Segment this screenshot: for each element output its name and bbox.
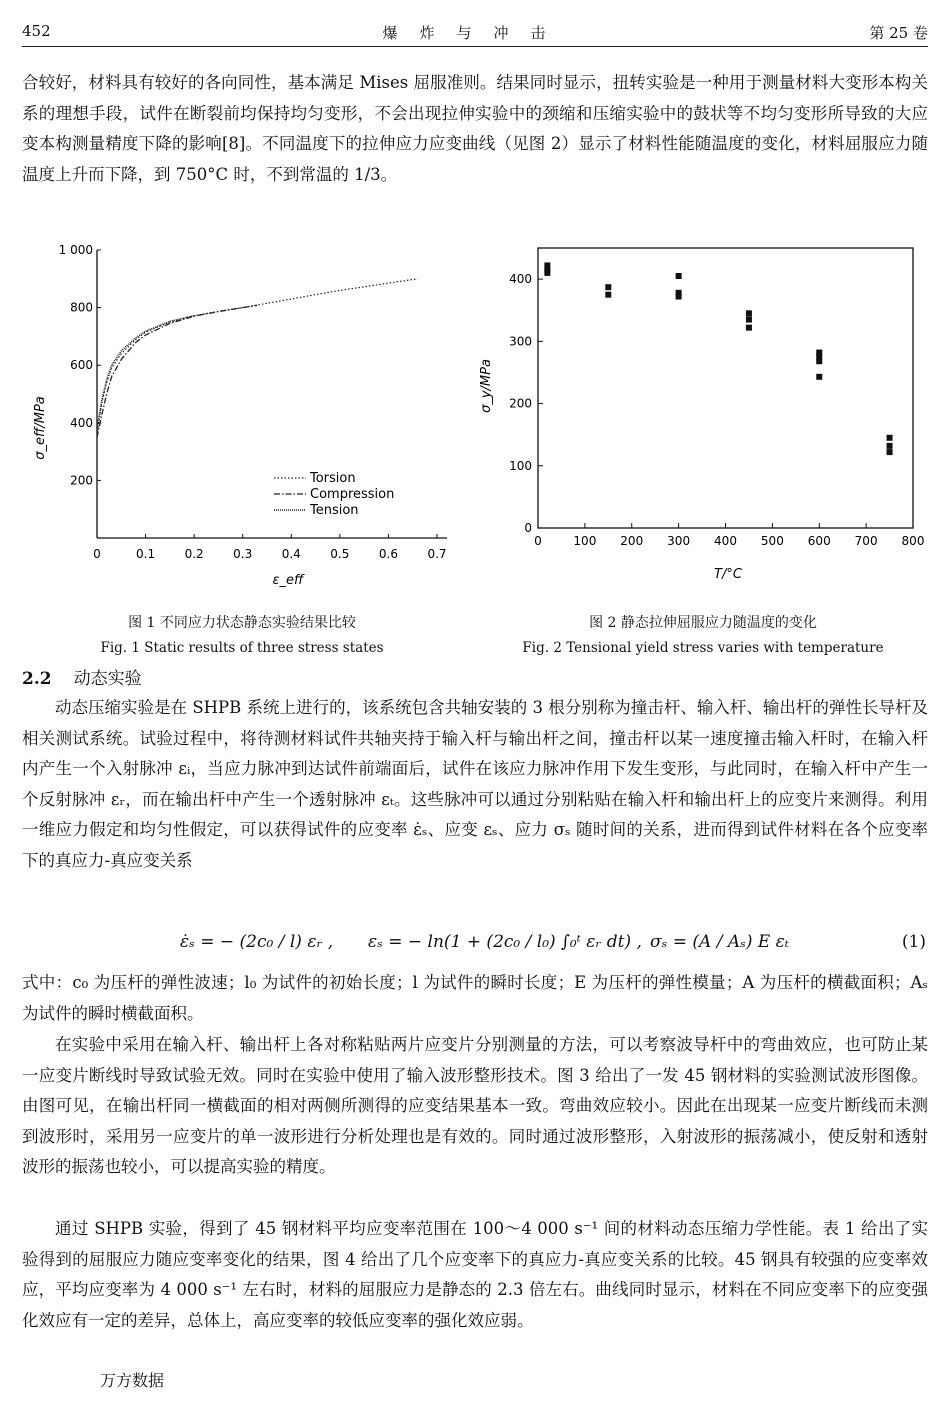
fig2-data-point [605, 284, 611, 290]
section-heading [22, 664, 142, 689]
fig2-x-tick-label: 800 [901, 534, 925, 548]
fig2-plot-frame [538, 248, 913, 528]
fig2-data-point [544, 270, 550, 276]
journal-title: 爆炸与冲击 [382, 24, 568, 42]
legend-label-compression: Compression [310, 487, 395, 502]
equation-number: (1) [901, 932, 926, 952]
fig2-x-tick-label: 700 [854, 534, 878, 548]
fig1-y-tick-label: 200 [70, 473, 93, 488]
fig2-data-point [746, 310, 752, 316]
fig2-x-tick-label: 0 [534, 534, 542, 548]
fig1-x-tick-label: 0.6 [378, 547, 398, 561]
fig2-data-point [816, 358, 822, 364]
fig2-data-point [746, 317, 752, 323]
fig2-data-point [887, 435, 893, 441]
fig2-y-tick-label: 400 [509, 272, 532, 287]
page-header [22, 22, 928, 47]
equation-strain-rate: ε̇ₛ = − (2c₀ / l) εᵣ , [180, 932, 334, 952]
fig2-x-tick-label: 200 [620, 534, 644, 548]
legend-label-tension: Tension [310, 503, 359, 518]
fig2-xlabel: T/°C [714, 567, 742, 582]
fig2-x-tick-label: 500 [760, 534, 784, 548]
page-number: 452 [22, 22, 51, 40]
footer-watermark: 万方数据 [100, 1371, 165, 1390]
fig1-series-torsion [97, 279, 418, 435]
paragraph-shpb: 动态压缩实验是在 SHPB 系统上进行的，该系统包含共轴安装的 3 根分别称为撞击杆、输入杆、输出杆的弹性长导杆及相关测试系统。试验过程中，将待测材料试件共轴夹持于输入杆与输出杆之间，撞击杆以某一速度撞击输入杆时，在输入杆内产生一个入射脉冲 εᵢ，当应力脉冲到达试件前端面后，试件在该应力脉冲作用下发生变形，与此同时，在输入杆中产生一个反射脉冲 εᵣ，而在输出杆中产生一个透射脉冲 εₜ。这些脉冲可以通过分别粘贴在输入杆和输出杆上的应变片来测得。利用一维应力假定和均匀性假定，可以获得试件的应变率 ε̇ₛ、应变 εₛ、应力 σₛ 随时间的关系，进而得到试件材料在各个应变率下的真应力-真应变关系 [22, 698, 928, 870]
fig1-series-compression [97, 305, 257, 437]
paragraph-symbols: 式中：c₀ 为压杆的弹性波速；l₀ 为试件的初始长度；l 为试件的瞬时长度；E 为压杆的弹性模量；A 为压杆的横截面积；Aₛ 为试件的瞬时横截面积。 [22, 973, 928, 1023]
fig1-caption-en: Fig. 1 Static results of three stress states [100, 640, 384, 656]
fig1-xlabel: ε_eff [272, 573, 304, 588]
fig2-data-point [676, 273, 682, 279]
section-number: 2.2 [22, 669, 52, 689]
fig2-data-point [746, 325, 752, 331]
equation-strain: εₛ = − ln(1 + (2c₀ / l₀) ∫₀ᵗ εᵣ dt) , [368, 932, 642, 952]
fig2-ylabel: σ_y/MPa [479, 359, 494, 413]
intro-paragraph: 合较好，材料具有较好的各向同性，基本满足 Mises 屈服准则。结果同时显示，扭转实验是一种用于测量材料大变形本构关系的理想手段，试件在断裂前均保持均匀变形，不会出现拉伸实验中的颈缩和压缩实验中的鼓状等不均匀变形所导致的大应变本构测量精度下降的影响[8]。不同温度下的拉伸应力应变曲线（见图 2）显示了材料性能随温度的变化，材料屈服应力随温度上升而下降，到 750°C 时，不到常温的 1/3。 [22, 73, 928, 184]
fig2-y-tick-label: 300 [509, 334, 532, 349]
equation-1 [0, 928, 950, 964]
fig1-y-tick-label: 600 [70, 358, 93, 373]
fig2-y-tick-label: 0 [524, 521, 532, 535]
fig2-y-tick-label: 100 [509, 458, 532, 473]
fig1-x-tick-label: 0.3 [233, 547, 253, 561]
fig2-data-point [887, 449, 893, 455]
fig1-y-tick-label: 800 [70, 300, 93, 315]
fig2-data-point [676, 294, 682, 300]
fig2-x-tick-label: 400 [714, 534, 737, 548]
fig1-caption-cn: 图 1 不同应力状态静态实验结果比较 [128, 615, 356, 631]
fig1-x-tick-label: 0 [93, 547, 101, 561]
fig2-caption-en: Fig. 2 Tensional yield stress varies with temperature [522, 640, 884, 656]
fig2-y-tick-label: 200 [509, 396, 532, 411]
fig2-x-tick-label: 600 [807, 534, 831, 548]
fig1-ylabel: σ_eff/MPa [33, 396, 48, 460]
fig1-x-tick-label: 0.1 [136, 547, 156, 561]
fig2-data-point [605, 292, 611, 298]
fig1-x-tick-label: 0.4 [281, 547, 301, 561]
fig1-series-tension [97, 316, 194, 429]
paragraph-results: 通过 SHPB 实验，得到了 45 钢材料平均应变率范围在 100～4 000 s⁻¹ 间的材料动态压缩力学性能。表 1 给出了实验得到的屈服应力随应变率变化的结果，图 4 给出了几个应变率下的真应力-真应变关系的比较。45 钢具有较强的应变率效应，平均应变率为 4 000 s⁻¹ 左右时，材料的屈服应力是静态的 2.3 倍左右。曲线同时显示，材料在不同应变率下的应变强化效应有一定的差异，总体上，高应变率的较低应变率的强化效应弱。 [22, 1219, 928, 1330]
fig2-data-point [816, 374, 822, 380]
figure-1-chart [22, 238, 462, 598]
fig1-y-tick-label: 400 [70, 415, 93, 430]
equation-stress: σₛ = (A / Aₛ) E εₜ [650, 932, 789, 952]
fig2-data-point [887, 443, 893, 449]
fig2-x-tick-label: 100 [573, 534, 597, 548]
fig1-x-tick-label: 0.5 [330, 547, 350, 561]
fig1-x-tick-label: 0.7 [427, 547, 447, 561]
volume-label: 第 25 卷 [869, 24, 928, 42]
figure-2-chart [478, 238, 928, 588]
legend-label-torsion: Torsion [310, 471, 356, 486]
fig2-caption-cn: 图 2 静态拉伸屈服应力随温度的变化 [589, 615, 817, 631]
fig1-y-tick-label: 1 000 [58, 243, 93, 257]
section-title: 动态实验 [73, 669, 142, 689]
fig2-x-tick-label: 300 [667, 534, 691, 548]
fig1-x-tick-label: 0.2 [184, 547, 204, 561]
paragraph-bending: 在实验中采用在输入杆、输出杆上各对称粘贴两片应变片分别测量的方法，可以考察波导杆中的弯曲效应，也可防止某一应变片断线时导致试验无效。同时在实验中使用了输入波形整形技术。图 3 给出了一发 45 钢材料的实验测试波形图像。由图可见，在输出杆同一横截面的相对两侧所测得的应变结果基本一致。弯曲效应较小。因此在出现某一应变片断线而未测到波形时，采用另一应变片的单一波形进行分析处理也是有效的。同时通过波形整形，入射波形的振荡减小，使反射和透射波形的振荡也较小，可以提高实验的精度。 [22, 1035, 928, 1176]
